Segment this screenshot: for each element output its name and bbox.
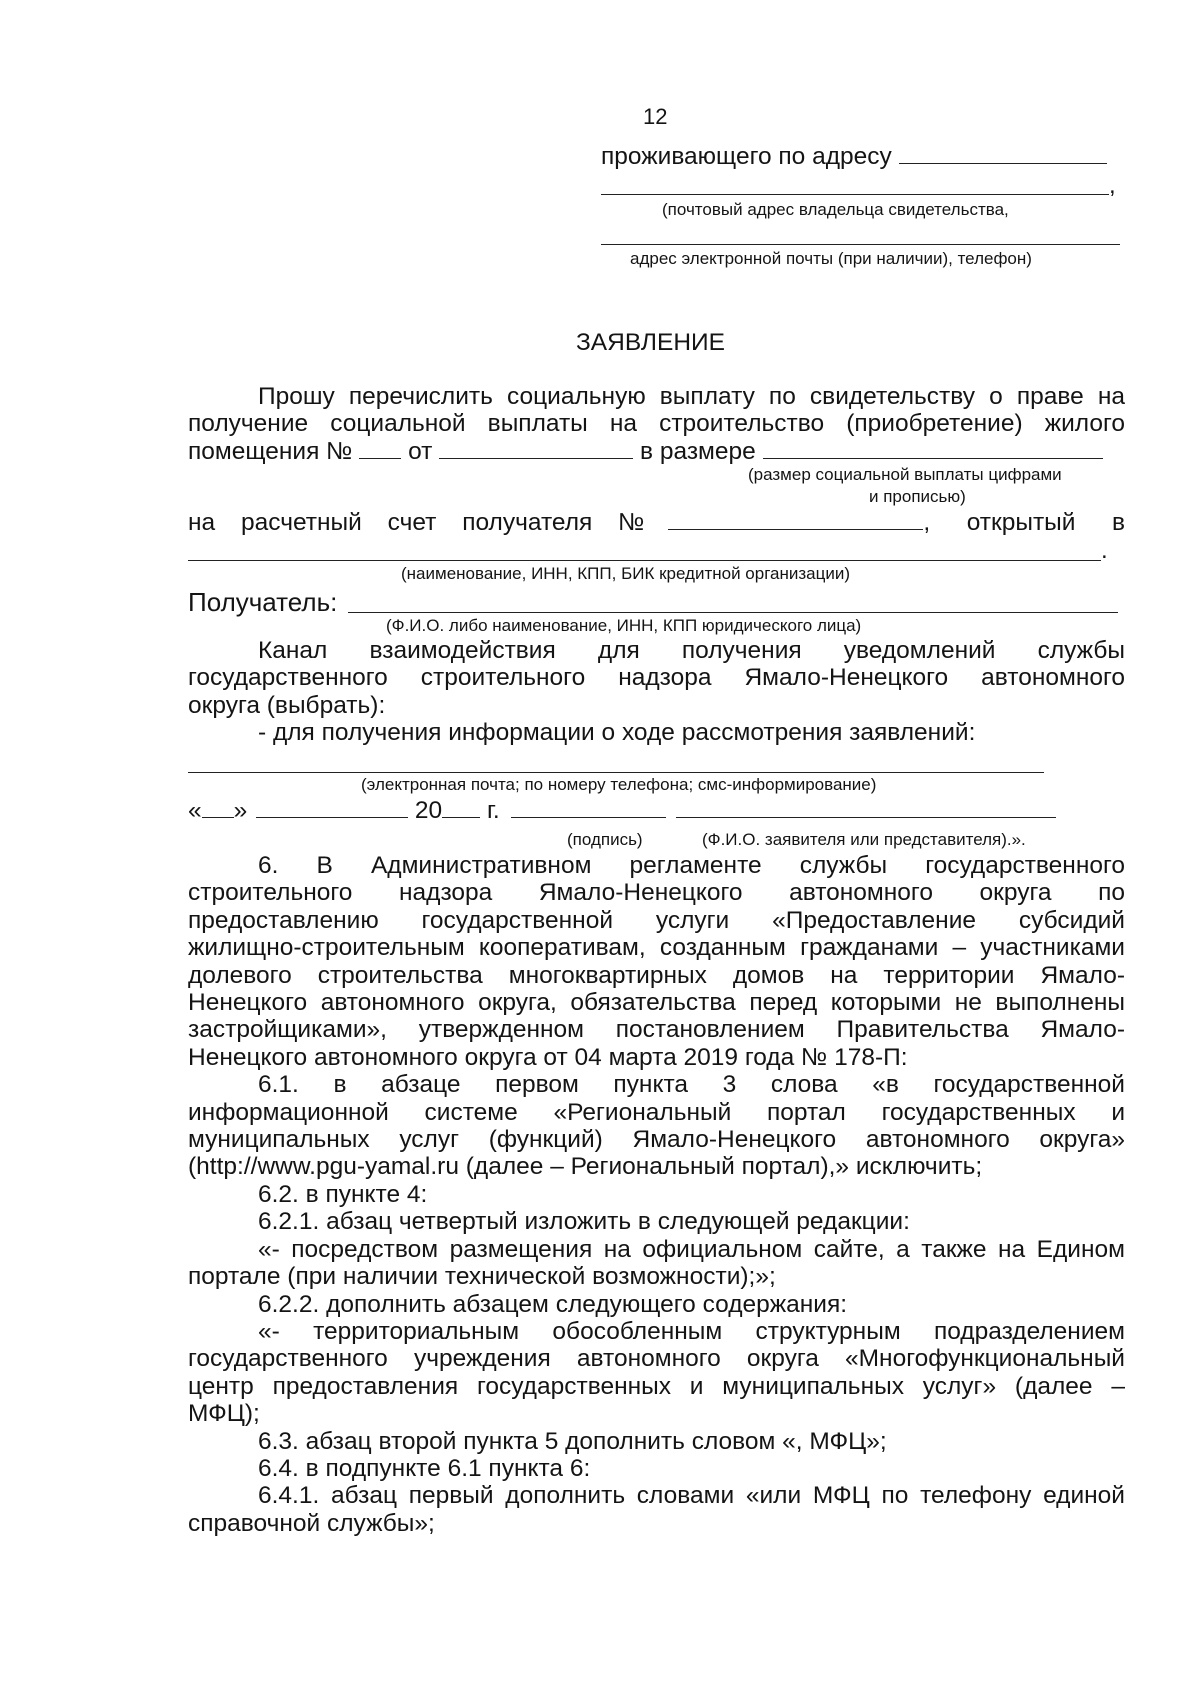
trailing-comma: , — [1109, 172, 1116, 199]
room-number-label: помещения № — [188, 437, 353, 465]
body-line: 6. В Административном регламенте службы государственного — [258, 852, 1125, 879]
name-caption: (Ф.И.О. заявителя или представителя).». — [702, 830, 1026, 849]
year-prefix: 20 — [414, 797, 443, 824]
amount-caption-1: (размер социальной выплаты цифрами — [748, 465, 1062, 484]
page-number: 12 — [643, 104, 668, 129]
signature-caption: (подпись) — [567, 830, 643, 849]
request-line-3 — [188, 438, 1125, 465]
body-line: жилищно-строительным кооперативам, созданным гражданами – участниками — [188, 934, 1125, 962]
body-line: муниципальных услуг (функций) Ямало-Ненецкого автономного округа» — [188, 1126, 1125, 1154]
body-line: 6.2.1. абзац четвертый изложить в следующей редакции: — [258, 1208, 910, 1236]
body-line: «- территориальным обособленным структурным подразделением — [258, 1317, 1125, 1345]
recipient-label: Получатель: — [188, 587, 338, 617]
signature-blank — [511, 797, 666, 818]
date-signature-line — [188, 797, 1056, 825]
account-opened-label: , открытый в — [923, 509, 1125, 536]
body-line: строительного надзора Ямало-Ненецкого автономного округа по — [188, 879, 1125, 907]
amendments-text — [188, 852, 1125, 1537]
channel-line-1: Канал взаимодействия для получения уведомлений службы — [258, 637, 1125, 664]
year-blank — [442, 797, 480, 818]
recipient-line — [188, 587, 337, 618]
address-label: проживающего по адресу — [601, 143, 892, 170]
body-line: 6.4.1. абзац первый дополнить словами «или МФЦ по телефону единой — [258, 1482, 1125, 1510]
amount-caption-2: и прописью) — [869, 487, 966, 506]
body-line: справочной службы»; — [188, 1509, 435, 1537]
email-phone-line — [601, 244, 1120, 245]
day-blank — [202, 797, 234, 818]
postal-address-caption: (почтовый адрес владельца свидетельства, — [662, 200, 1009, 219]
body-line: 6.2.2. дополнить абзацем следующего содержания: — [258, 1290, 848, 1318]
body-line: Ненецкого автономного округа от 04 марта 2019 года № 178-П: — [188, 1043, 908, 1071]
body-line: 6.2. в пункте 4: — [258, 1180, 428, 1208]
channel-line-2: государственного строительного надзора Ямало-Ненецкого автономного — [188, 664, 1125, 692]
request-line-1: Прошу перечислить социальную выплату по свидетельству о праве на — [258, 383, 1125, 410]
body-line: портале (при наличии технической возможности);»; — [188, 1263, 776, 1291]
day-close-quote: » — [233, 797, 248, 824]
body-line: застройщиками», утвержденном постановлением Правительства Ямало- — [188, 1016, 1125, 1044]
bank-line — [188, 560, 1101, 561]
channel-blank — [188, 772, 1044, 773]
body-line: 6.1. в абзаце первом пункта 3 слова «в государственной — [258, 1071, 1125, 1099]
room-number-blank — [359, 438, 401, 459]
address-label-line — [601, 143, 1107, 171]
month-blank — [256, 797, 408, 818]
address-blank — [899, 143, 1107, 164]
channel-line-3: округа (выбрать): — [188, 691, 386, 719]
certificate-date-blank — [439, 438, 633, 459]
recipient-blank — [348, 612, 1118, 613]
account-label: на расчетный счет получателя № — [188, 509, 645, 536]
account-number-blank — [668, 509, 923, 530]
day-open-quote: « — [188, 797, 202, 824]
body-line: «- посредством размещения на официальном сайте, а также на Едином — [258, 1235, 1125, 1263]
account-line — [188, 509, 1125, 537]
body-line: предоставлению государственной услуги «Предоставление субсидий — [188, 906, 1125, 934]
bank-caption: (наименование, ИНН, КПП, БИК кредитной организации) — [401, 564, 851, 583]
channel-paragraph — [188, 637, 1125, 747]
postal-address-line — [601, 194, 1109, 195]
body-line: центр предоставления государственных и муниципальных услуг» (далее – — [188, 1372, 1125, 1400]
body-line: государственного учреждения автономного округа «Многофункциональный — [188, 1345, 1125, 1373]
request-paragraph — [188, 383, 1125, 465]
year-suffix: г. — [486, 797, 500, 824]
body-line: Ненецкого автономного округа, обязательства перед которыми не выполнены — [188, 989, 1125, 1017]
applicant-name-blank — [676, 797, 1056, 818]
document-title: ЗАЯВЛЕНИЕ — [576, 329, 725, 356]
body-line: информационной системе «Региональный портал государственных и — [188, 1098, 1125, 1126]
bank-line-period: . — [1101, 537, 1108, 564]
date-from-label: от — [408, 437, 433, 465]
amount-blank — [763, 438, 1103, 459]
body-line: (http://www.pgu-yamal.ru (далее – Региональный портал),» исключить; — [188, 1153, 983, 1181]
body-line: 6.3. абзац второй пункта 5 дополнить словом «, МФЦ»; — [258, 1427, 887, 1455]
request-line-2: получение социальной выплаты на строительство (приобретение) жилого — [188, 410, 1125, 438]
body-line: 6.4. в подпункте 6.1 пункта 6: — [258, 1454, 591, 1482]
body-line: долевого строительства многоквартирных домов на территории Ямало- — [188, 961, 1125, 989]
channel-line-4: - для получения информации о ходе рассмотрения заявлений: — [258, 719, 976, 747]
email-phone-caption: адрес электронной почты (при наличии), телефон) — [630, 249, 1032, 268]
recipient-caption: (Ф.И.О. либо наименование, ИНН, КПП юридического лица) — [386, 616, 862, 635]
amount-label: в размере — [640, 437, 756, 465]
body-line: МФЦ); — [188, 1400, 260, 1428]
channel-caption: (электронная почта; по номеру телефона; смс-информирование) — [361, 775, 877, 794]
